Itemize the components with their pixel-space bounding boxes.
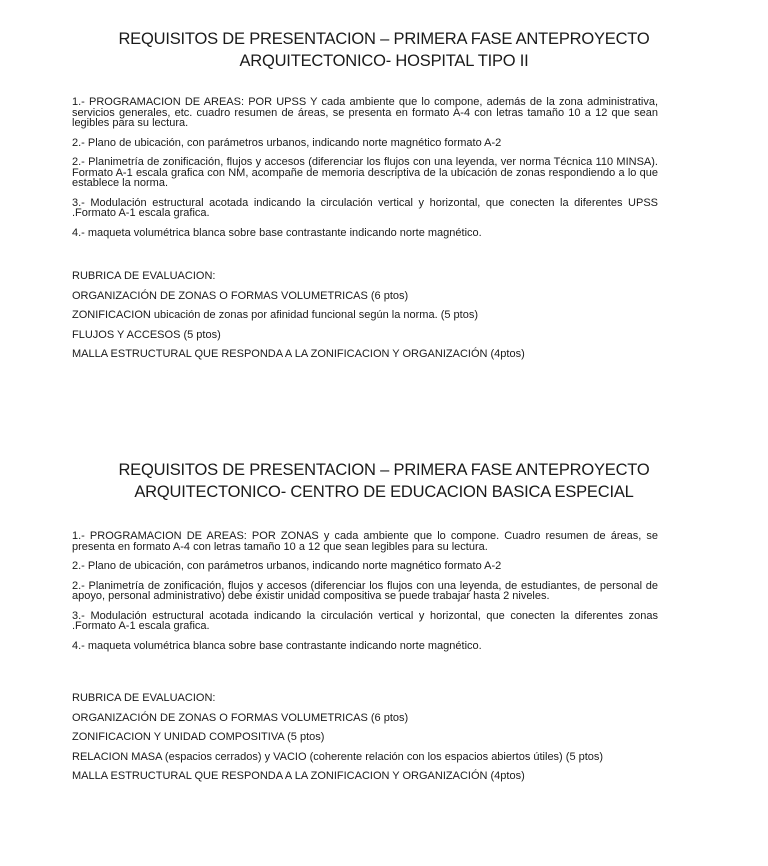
rubric-item: MALLA ESTRUCTURAL QUE RESPONDA A LA ZONIFICACION Y ORGANIZACIÓN (4ptos) [72, 770, 525, 782]
rubric-item: ORGANIZACIÓN DE ZONAS O FORMAS VOLUMETRICAS (6 ptos) [72, 289, 409, 302]
requirement-item: 2.- Planimetría de zonificación, flujos y accesos (diferenciar los flujos con una leyenda, de estudiantes, de personal de apoyo, personal administrativo) debe existir unidad compositiva se puede trabajar hasta 2 niveles. [72, 579, 658, 602]
rubric-item: ZONIFICACION ubicación de zonas por afinidad funcional según la norma. (5 ptos) [72, 309, 478, 321]
requirement-item: 2.- Planimetría de zonificación, flujos y accesos (diferenciar los flujos con una leyenda, ver norma Técnica 110 MINSA). Formato A-1 escala grafica con NM, acompañe de memoria descriptiva de la ubicación de zonas respondiendo a lo que establece la norma. [72, 156, 658, 189]
rubric-item: ORGANIZACIÓN DE ZONAS O FORMAS VOLUMETRICAS (6 ptos) [72, 711, 409, 724]
rubric [72, 692, 692, 790]
title-line-1: REQUISITOS DE PRESENTACION – PRIMERA FASE ANTEPROYECTO [118, 30, 650, 48]
section-title [0, 28, 768, 72]
rubric-item: ZONIFICACION Y UNIDAD COMPOSITIVA (5 ptos) [72, 731, 325, 743]
rubric-heading: RUBRICA DE EVALUACION: [72, 692, 216, 704]
rubric-item: MALLA ESTRUCTURAL QUE RESPONDA A LA ZONIFICACION Y ORGANIZACIÓN (4ptos) [72, 348, 525, 360]
title-line-1: REQUISITOS DE PRESENTACION – PRIMERA FASE ANTEPROYECTO [118, 461, 650, 479]
requirements-list [72, 531, 658, 660]
requirement-item: 4.- maqueta volumétrica blanca sobre base contrastante indicando norte magnético. [72, 639, 482, 652]
requirement-item: 2.- Plano de ubicación, con parámetros urbanos, indicando norte magnético formato A-2 [72, 136, 502, 149]
requirements-list [72, 97, 658, 247]
requirement-item: 1.- PROGRAMACION DE AREAS: POR ZONAS y cada ambiente que lo compone. Cuadro resumen de áreas, se presenta en formato A-4 con letras tamaño 10 a 12 que sean legibles para su lectura. [72, 530, 658, 553]
requirement-item: 3.- Modulación estructural acotada indicando la circulación vertical y horizontal, que conecten la diferentes zonas .Formato A-1 escala grafica. [72, 609, 658, 632]
rubric-heading: RUBRICA DE EVALUACION: [72, 270, 216, 282]
requirement-item: 2.- Plano de ubicación, con parámetros urbanos, indicando norte magnético formato A-2 [72, 560, 502, 572]
rubric-item: RELACION MASA (espacios cerrados) y VACIO (coherente relación con los espacios abiertos útiles) (5 ptos) [72, 750, 604, 763]
section-title [0, 459, 768, 503]
rubric-item: FLUJOS Y ACCESOS (5 ptos) [72, 328, 221, 341]
rubric [72, 270, 692, 368]
requirement-item: 4.- maqueta volumétrica blanca sobre base contrastante indicando norte magnético. [72, 226, 482, 239]
title-line-2: ARQUITECTONICO- HOSPITAL TIPO II [239, 52, 529, 70]
requirement-item: 3.- Modulación estructural acotada indicando la circulación vertical y horizontal, que conecten la diferentes UPSS .Formato A-1 escala grafica. [72, 196, 658, 219]
title-line-2: ARQUITECTONICO- CENTRO DE EDUCACION BASICA ESPECIAL [134, 483, 634, 501]
requirement-item: 1.- PROGRAMACION DE AREAS: POR UPSS Y cada ambiente que lo compone, además de la zona administrativa, servicios generales, etc. cuadro resumen de áreas, se presenta en formato A-4 con letras tamaño 10 a 12 que sean legibles para su lectura. [72, 96, 658, 129]
